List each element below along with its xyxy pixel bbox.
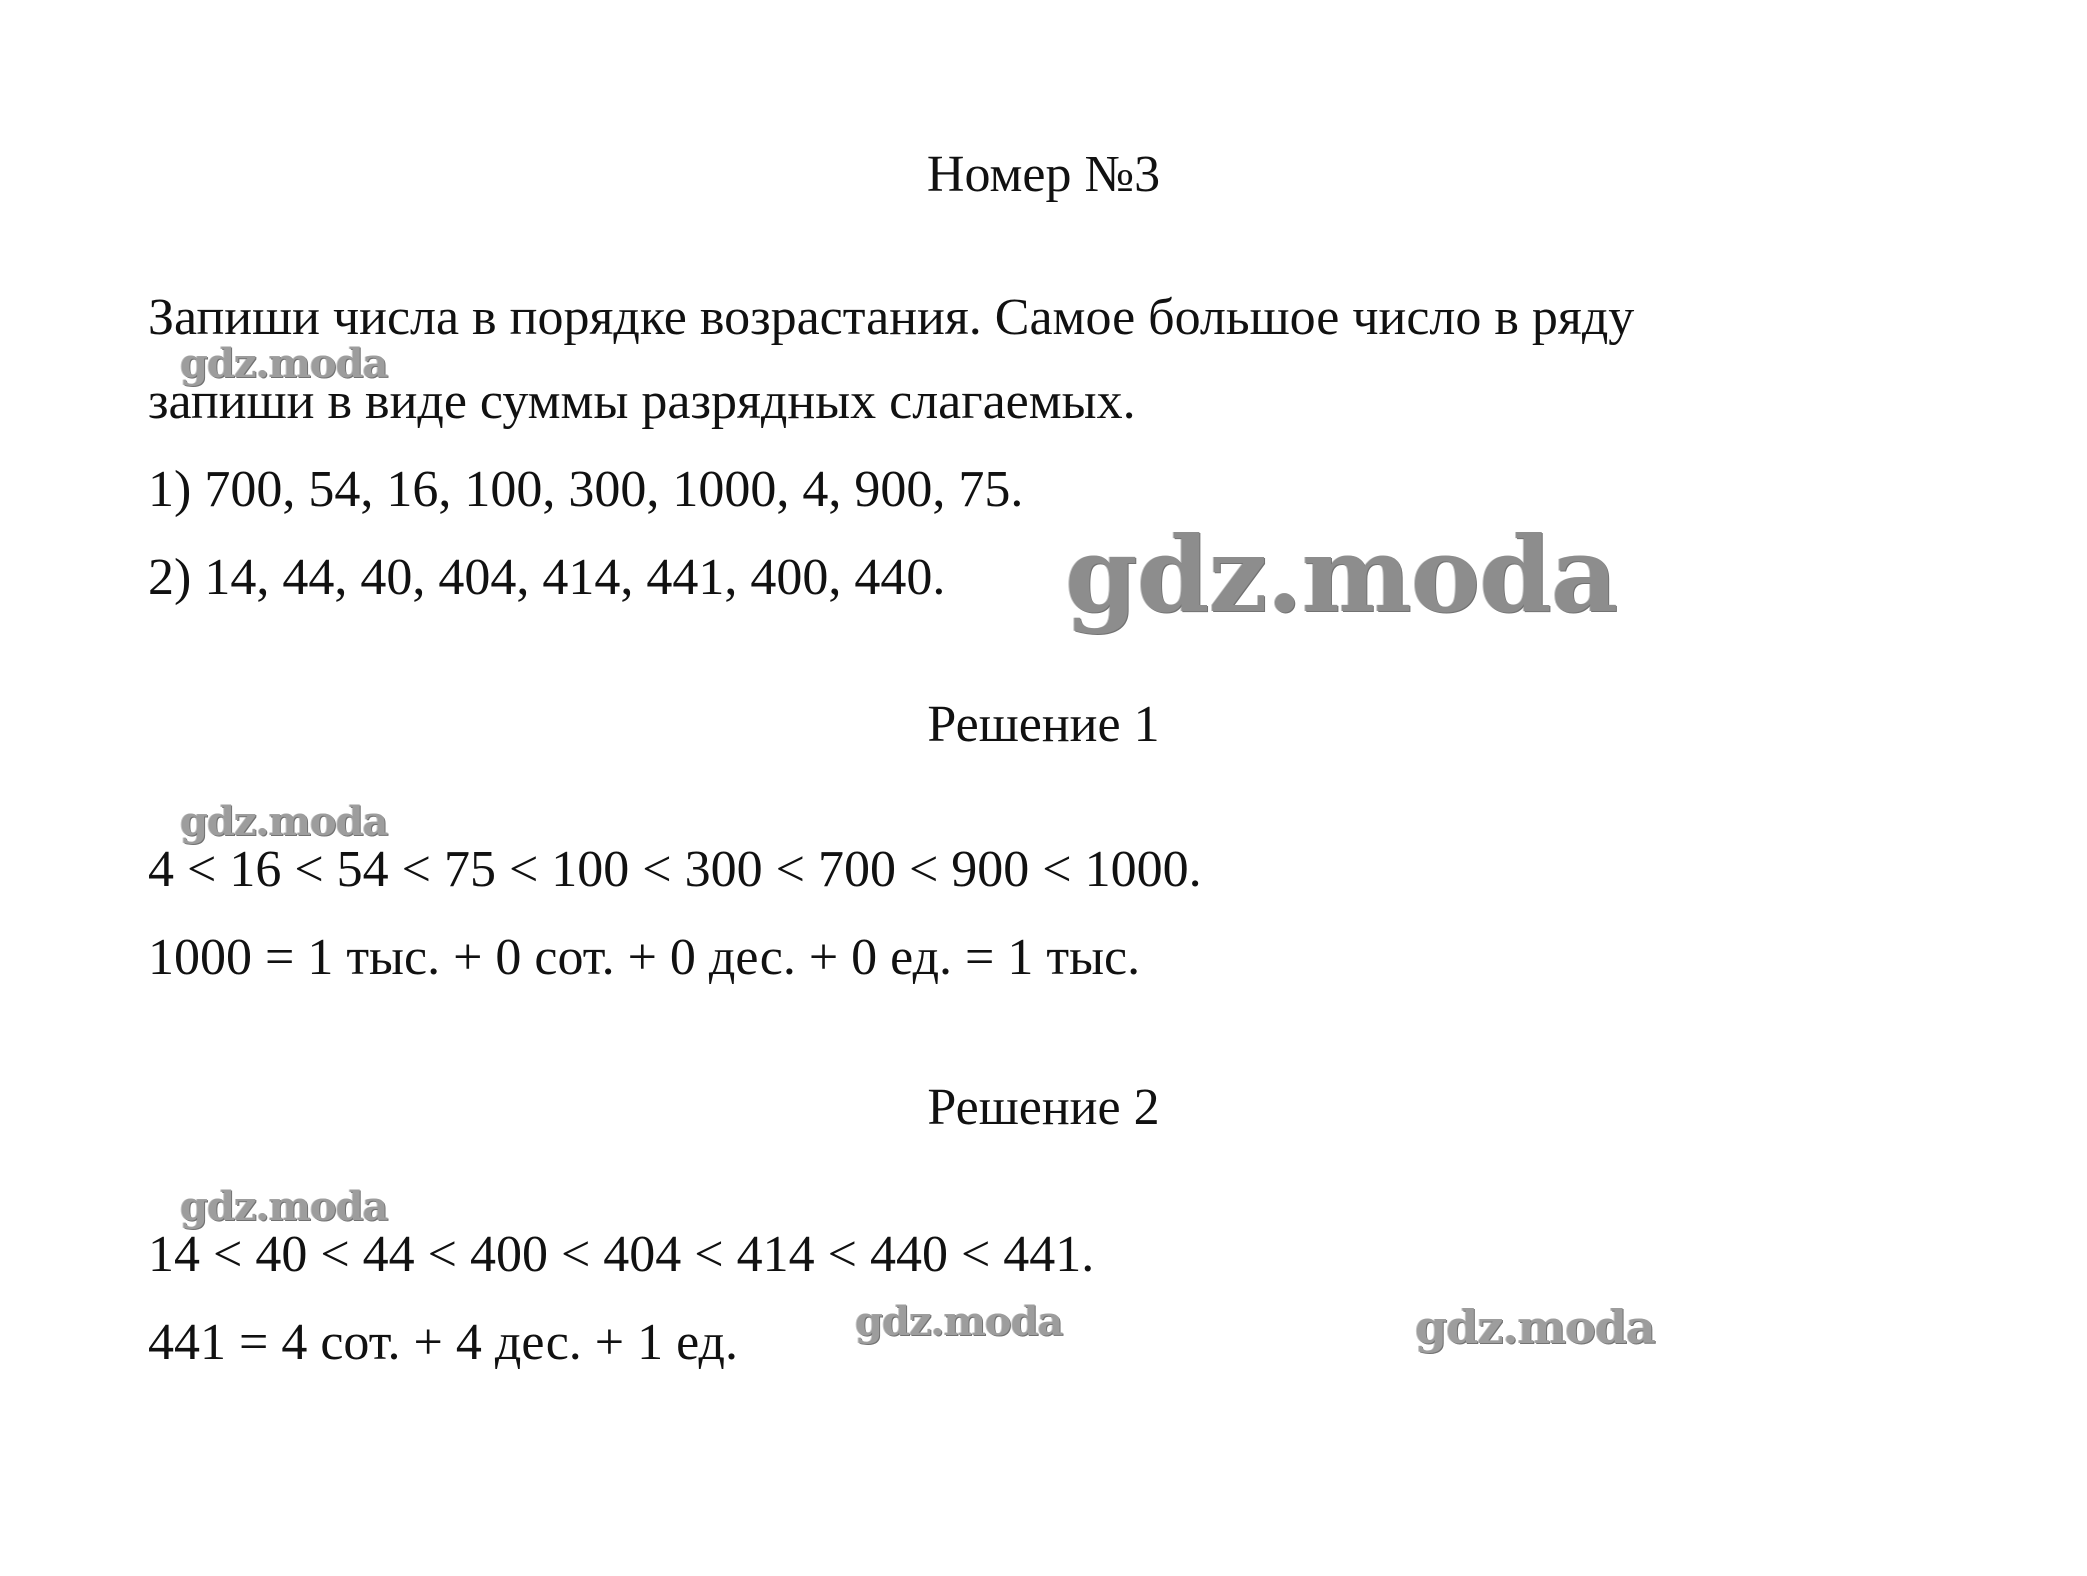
solution-1-heading: Решение 1 bbox=[927, 696, 1160, 753]
solution-2-line-2: 441 = 4 сот. + 4 дес. + 1 ед. bbox=[148, 1314, 738, 1371]
task-item-1: 1) 700, 54, 16, 100, 300, 1000, 4, 900, 75. bbox=[148, 461, 1024, 518]
watermark-logo: gdz.moda bbox=[1415, 1300, 1655, 1354]
watermark-logo: gdz.moda bbox=[180, 798, 388, 845]
page-title: Номер №3 bbox=[926, 146, 1161, 203]
watermark-logo: gdz.moda bbox=[180, 340, 388, 387]
solution-2-heading: Решение 2 bbox=[927, 1079, 1160, 1136]
solution-1-line-2: 1000 = 1 тыс. + 0 сот. + 0 дес. + 0 ед. = 1 тыс. bbox=[148, 929, 1141, 986]
solution-1-line-1: 4 < 16 < 54 < 75 < 100 < 300 < 700 < 900 < 1000. bbox=[148, 841, 1202, 898]
solution-2-line-1: 14 < 40 < 44 < 400 < 404 < 414 < 440 < 441. bbox=[148, 1226, 1095, 1283]
task-item-2: 2) 14, 44, 40, 404, 414, 441, 400, 440. bbox=[148, 549, 946, 606]
watermark-logo: gdz.moda bbox=[855, 1298, 1063, 1345]
task-text-line-2: запиши в виде суммы разрядных слагаемых. bbox=[148, 373, 1136, 430]
watermark-logo: gdz.moda bbox=[180, 1183, 388, 1230]
watermark-logo-large: gdz.moda bbox=[1065, 513, 1618, 636]
task-text-line-1: Запиши числа в порядке возрастания. Самое большое число в ряду bbox=[148, 289, 1635, 346]
